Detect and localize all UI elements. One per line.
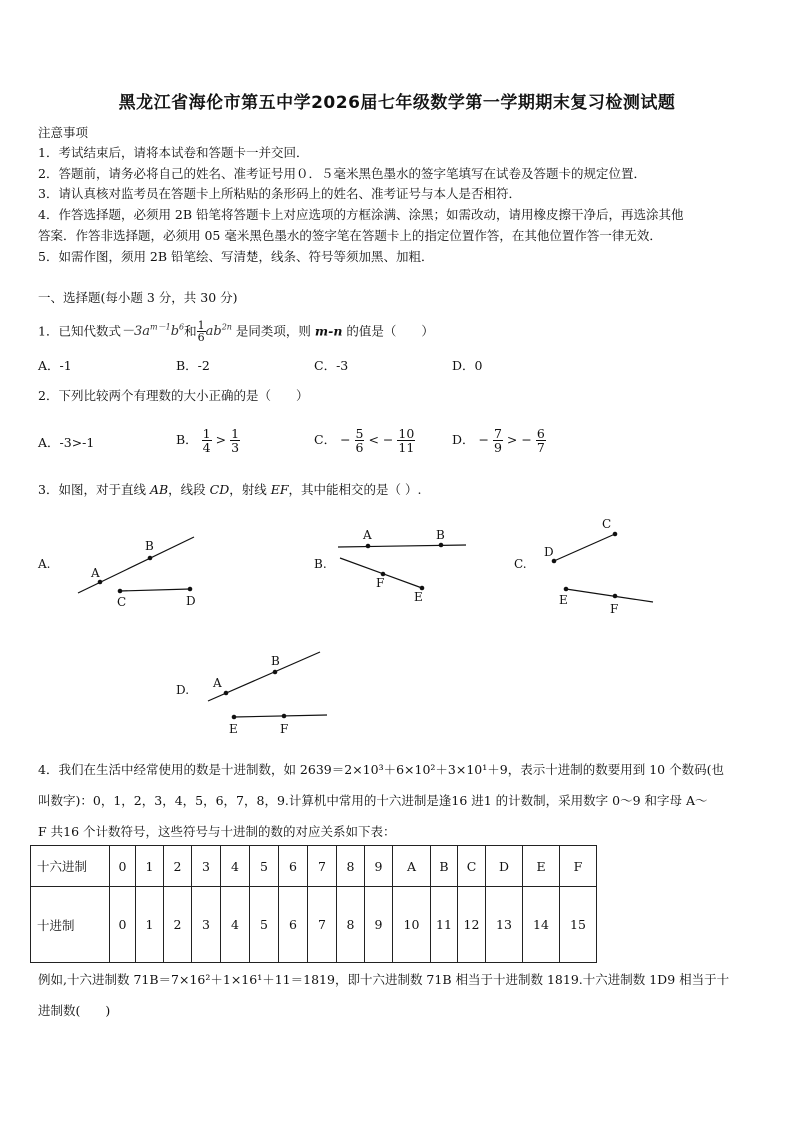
notice-item-2: 2．答题前，请务必将自己的姓名、准考证号用０．５毫米黑色墨水的签字笔填写在试卷及答题卡的规定位置． <box>38 166 646 181</box>
q3-a-point-a <box>98 580 103 585</box>
q3-b-label-a: A <box>363 528 372 542</box>
q3-a-segment-cd <box>120 589 190 591</box>
table-head-hex: 十六进制 <box>31 846 110 887</box>
table-cell: 10 <box>393 887 431 963</box>
q3-c-point-d <box>552 559 557 564</box>
table-cell: 0 <box>110 887 136 963</box>
q3-suffix: ，其中能相交的是（ ）. <box>288 482 422 497</box>
q3-cd: CD <box>209 482 230 497</box>
q3-b-point-a <box>366 544 371 549</box>
table-cell: 12 <box>458 887 486 963</box>
notice-item-3: 3．请认真核对监考员在答题卡上所粘贴的条形码上的姓名、准考证号与本人是否相符． <box>38 186 521 201</box>
q2-b-num1: 1 <box>202 425 211 441</box>
q1-expr2-exp: 2n <box>221 323 232 332</box>
table-cell: 9 <box>365 846 393 887</box>
q2-c-den2: 11 <box>398 440 415 455</box>
q3-d-point-f <box>282 714 287 719</box>
table-row-decimal <box>31 887 597 963</box>
table-cell: 5 <box>250 846 279 887</box>
q4-line-2: 叫数字)：0，1，2，3，4，5，6，7，8，9.计算机中常用的十六进制是逢16 进1 的计数制，采用数字 0～9 和字母 A～ <box>38 793 708 808</box>
q1-option-a[interactable]: A．-1 <box>38 358 72 373</box>
q1-suffix: 是同类项，则 <box>231 323 315 339</box>
q4-line-1: 4．我们在生活中经常使用的数是十进制数，如 2639＝2×10³＋6×10²＋3×10¹＋9，表示十进制的数要用到 10 个数码(也 <box>38 762 724 777</box>
table-cell: 0 <box>110 846 136 887</box>
table-cell: 8 <box>337 846 365 887</box>
table-cell: 6 <box>279 887 308 963</box>
q3-label-c: C. <box>514 557 527 571</box>
page-title: 黑龙江省海伦市第五中学2026届七年级数学第一学期期末复习检测试题 <box>118 93 676 113</box>
table-cell: 1 <box>136 887 164 963</box>
q3-ef: EF <box>270 482 289 497</box>
q3-prefix: 3．如图，对于直线 <box>38 482 150 497</box>
q1-option-d[interactable]: D．0 <box>452 358 483 373</box>
table-cell: 3 <box>192 887 221 963</box>
table-cell: 4 <box>221 887 250 963</box>
q3-a-label-d: D <box>186 594 196 608</box>
q2-c-den1: 6 <box>355 440 364 455</box>
q3-a-point-b <box>148 556 153 561</box>
table-cell: 7 <box>308 887 337 963</box>
table-cell: 6 <box>279 846 308 887</box>
q1-prefix: 1．已知代数式 <box>38 323 121 339</box>
q3-ab: AB <box>149 482 169 497</box>
section-heading: 一、选择题(每小题 3 分，共 30 分) <box>38 290 238 305</box>
q2-c-num2: 10 <box>398 425 415 441</box>
table-cell: C <box>458 846 486 887</box>
table-head-decimal: 十进制 <box>31 887 110 963</box>
q2-b-num2: 1 <box>231 425 240 441</box>
q3-c-point-f <box>613 594 618 599</box>
q2-b-op: > <box>215 432 227 447</box>
hex-decimal-table <box>30 845 597 963</box>
notice-item-4-cont: 答案．作答非选择题，必须用 05 毫米黑色墨水的签字笔在答题卡上的指定位置作答，在其他位置作答一律无效． <box>38 228 662 243</box>
q2-b-label: B． <box>176 432 198 447</box>
table-cell: 2 <box>164 846 192 887</box>
q3-a-line-ab <box>78 537 194 593</box>
q3-d-label-b: B <box>271 654 280 668</box>
table-cell: 11 <box>431 887 458 963</box>
notice-item-4: 4．作答选择题，必须用 2B 铅笔将答题卡上对应选项的方框涂满、涂黑；如需改动，请用橡皮擦干净后，再选涂其他 <box>38 207 684 222</box>
q3-label-d: D. <box>176 683 190 697</box>
table-cell: 9 <box>365 887 393 963</box>
q1-option-b[interactable]: B．-2 <box>176 358 210 373</box>
q1-expr1-base: －3a <box>120 324 150 340</box>
q3-d-point-b <box>273 670 278 675</box>
q3-a-label-c: C <box>117 595 127 609</box>
q2-c-op: < − <box>368 432 394 447</box>
table-cell: 7 <box>308 846 337 887</box>
table-cell: 3 <box>192 846 221 887</box>
q4-line-4: 例如,十六进制数 71B＝7×16²＋1×16¹＋11＝1819，即十六进制数 71B 相当于十进制数 1819.十六进制数 1D9 相当于十 <box>38 972 730 987</box>
q3-label-a: A. <box>38 557 51 571</box>
q1-frac-num: 1 <box>197 318 205 332</box>
q2-d-den1: 9 <box>493 440 502 455</box>
q3-d-label-a: A <box>213 676 222 690</box>
q2-b-den1: 4 <box>202 440 211 455</box>
q1-var: m-n <box>314 323 343 339</box>
table-cell: 8 <box>337 887 365 963</box>
table-cell: 15 <box>560 887 597 963</box>
q3-c-label-d: D <box>544 545 554 559</box>
q3-d-ray-ef <box>234 715 327 717</box>
q1-option-c[interactable]: C．-3 <box>314 358 349 373</box>
q3-a-label-a: A <box>91 566 100 580</box>
table-cell: 2 <box>164 887 192 963</box>
q3-mid1: ，线段 <box>168 482 210 497</box>
table-cell: 13 <box>486 887 523 963</box>
table-cell: F <box>560 846 597 887</box>
q1-expr2-base: ab <box>205 324 222 340</box>
table-cell: E <box>523 846 560 887</box>
q3-a-point-d <box>188 587 193 592</box>
q3-c-segment-cd <box>554 534 615 561</box>
q3-d-label-f: F <box>280 722 289 736</box>
q3-d-point-e <box>232 715 237 720</box>
q1-frac-den: 6 <box>197 331 205 345</box>
notice-heading: 注意事项 <box>38 125 89 140</box>
table-cell: 1 <box>136 846 164 887</box>
q2-option-a[interactable]: A．-3>-1 <box>38 435 95 450</box>
q4-line-3: F 共16 个计数符号，这些符号与十进制的数的对应关系如下表： <box>38 824 396 839</box>
q3-d-label-e: E <box>229 722 238 736</box>
q3-c-label-c: C <box>602 517 612 531</box>
q3-mid2: ，射线 <box>229 482 271 497</box>
table-cell: 14 <box>523 887 560 963</box>
q1-expr1-exp: m－1 <box>150 323 171 332</box>
table-cell: 4 <box>221 846 250 887</box>
q2-d-op: > − <box>506 432 532 447</box>
table-cell: D <box>486 846 523 887</box>
q1-suffix2: 的值是（ ） <box>342 323 434 339</box>
q3-b-label-b: B <box>436 528 445 542</box>
q3-c-label-f: F <box>610 602 619 616</box>
q3-b-point-b <box>439 543 444 548</box>
q3-a-point-c <box>118 589 123 594</box>
q2-c-label: C． <box>314 432 337 447</box>
q2-d-den2: 7 <box>536 440 545 455</box>
q3-label-b: B. <box>314 557 327 571</box>
notice-item-5: 5．如需作图，须用 2B 铅笔绘、写清楚，线条、符号等须加黑、加粗． <box>38 249 434 264</box>
notice-item-1: 1．考试结束后，请将本试卷和答题卡一并交回． <box>38 145 309 160</box>
q2-c-num1: 5 <box>355 425 364 441</box>
q3-b-label-f: F <box>376 576 385 590</box>
q2-b-den2: 3 <box>231 440 240 455</box>
q3-a-label-b: B <box>145 539 154 553</box>
q1-expr1-b-exp: 6 <box>179 323 185 332</box>
q3-figure-c[interactable] <box>514 517 653 616</box>
q3-d-point-a <box>224 691 229 696</box>
q2-d-sign: − <box>478 432 489 447</box>
q2-d-num1: 7 <box>493 425 502 441</box>
table-cell: B <box>431 846 458 887</box>
q2-d-label: D． <box>452 432 475 447</box>
q3-c-point-c <box>613 532 618 537</box>
q2-d-num2: 6 <box>536 425 545 441</box>
q1-and: 和 <box>184 323 197 339</box>
q3-b-label-e: E <box>414 590 423 604</box>
question-2-stem: 2．下列比较两个有理数的大小正确的是（ ） <box>38 388 309 403</box>
q3-c-label-e: E <box>559 593 568 607</box>
q1-expr1-b: b <box>170 324 180 340</box>
q3-b-line-ab <box>338 545 466 547</box>
q2-c-sign: − <box>340 432 351 447</box>
q4-line-5: 进制数( ) <box>38 1003 111 1018</box>
q3-figure-d[interactable] <box>176 652 327 736</box>
q3-figure-a[interactable] <box>37 537 196 609</box>
q3-figure-b[interactable] <box>314 528 466 604</box>
q3-c-ray-ef <box>566 589 653 602</box>
table-cell: A <box>393 846 431 887</box>
q3-c-point-e <box>564 587 569 592</box>
table-row-hex <box>31 846 597 887</box>
table-cell: 5 <box>250 887 279 963</box>
